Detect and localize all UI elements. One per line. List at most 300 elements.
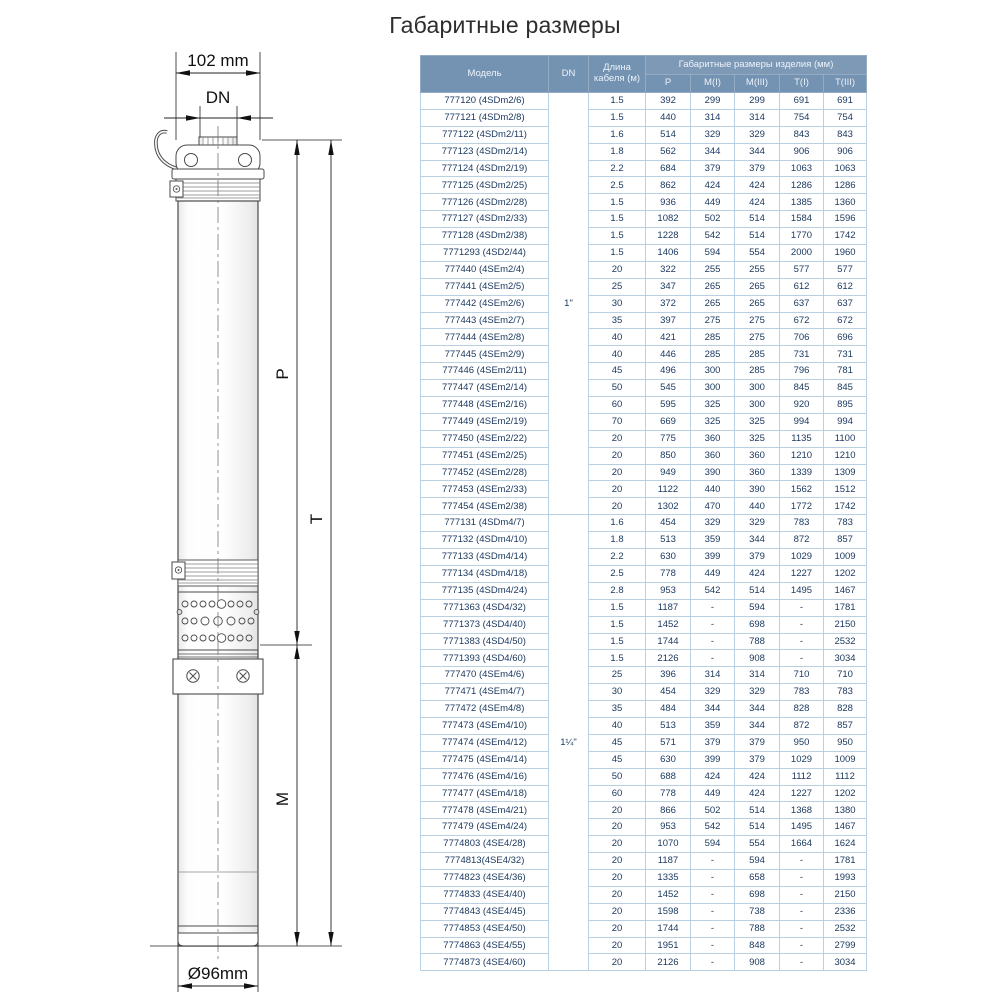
table-row (421, 447, 867, 464)
dim-mi-cell: 470 (691, 498, 735, 515)
dim-mi-cell: - (691, 616, 735, 633)
dim-p-cell: 953 (646, 819, 691, 836)
dim-tiii-cell: 1202 (824, 565, 867, 582)
dim-miii-cell: 325 (735, 430, 780, 447)
dim-mi-cell: 344 (691, 143, 735, 160)
dim-miii-cell: 265 (735, 278, 780, 295)
dim-p-cell: 513 (646, 717, 691, 734)
model-cell: 777123 (4SDm2/14) (421, 143, 549, 160)
dim-tiii-cell: 2150 (824, 616, 867, 633)
model-cell: 777135 (4SDm4/24) (421, 582, 549, 599)
dim-ti-cell: 845 (780, 380, 824, 397)
dim-tiii-cell: 1512 (824, 481, 867, 498)
dim-ti-cell: 1286 (780, 177, 824, 194)
dim-p-cell: 396 (646, 667, 691, 684)
dim-miii-cell: 344 (735, 717, 780, 734)
dim-miii-cell: 554 (735, 245, 780, 262)
table-row (421, 836, 867, 853)
model-cell: 777477 (4SEm4/18) (421, 785, 549, 802)
upper-cable-guard (170, 179, 260, 201)
dim-tiii-cell: 3034 (824, 954, 867, 971)
dim-miii-cell: 360 (735, 464, 780, 481)
table-row (421, 430, 867, 447)
dim-ti-cell: - (780, 886, 824, 903)
dim-mi-cell: 360 (691, 430, 735, 447)
dim-miii-cell: 329 (735, 684, 780, 701)
dim-ti-cell: 691 (780, 93, 824, 110)
dim-tiii-cell: 1360 (824, 194, 867, 211)
cable-length-cell: 1.5 (589, 616, 646, 633)
dim-miii-cell: 285 (735, 346, 780, 363)
dim-ti-cell: 994 (780, 413, 824, 430)
dim-ti-cell: 1210 (780, 447, 824, 464)
model-cell: 7774853 (4SE4/50) (421, 920, 549, 937)
model-cell: 777122 (4SDm2/11) (421, 126, 549, 143)
dim-miii-cell: 514 (735, 211, 780, 228)
table-row (421, 312, 867, 329)
dim-ti-cell: 637 (780, 295, 824, 312)
dim-tiii-cell: 710 (824, 667, 867, 684)
dim-miii-cell: 514 (735, 819, 780, 836)
table-row (421, 869, 867, 886)
dim-mi-cell: - (691, 886, 735, 903)
dim-miii-cell: 788 (735, 633, 780, 650)
dim-tiii-cell: 637 (824, 295, 867, 312)
dim-ti-cell: 1495 (780, 819, 824, 836)
dim-tiii-cell: 1467 (824, 582, 867, 599)
model-cell: 777475 (4SEm4/14) (421, 751, 549, 768)
dim-p-cell: 1406 (646, 245, 691, 262)
dim-p-cell: 372 (646, 295, 691, 312)
cable-length-cell: 20 (589, 903, 646, 920)
table-row (421, 143, 867, 160)
dim-tiii-cell: 754 (824, 109, 867, 126)
dim-p-cell: 775 (646, 430, 691, 447)
pump-technical-drawing (0, 0, 420, 1000)
dim-p-cell: 496 (646, 363, 691, 380)
dim-p-cell: 2126 (646, 954, 691, 971)
cable-length-cell: 20 (589, 430, 646, 447)
dim-mi-cell: 329 (691, 126, 735, 143)
dim-tiii-cell: 1210 (824, 447, 867, 464)
dim-p-cell: 454 (646, 515, 691, 532)
table-row (421, 717, 867, 734)
dim-miii-cell: 514 (735, 802, 780, 819)
dim-tiii-cell: 783 (824, 684, 867, 701)
dim-mi-cell: 329 (691, 515, 735, 532)
dim-p-cell: 1187 (646, 853, 691, 870)
model-cell: 7774803 (4SE4/28) (421, 836, 549, 853)
dim-ti-cell: 706 (780, 329, 824, 346)
dim-miii-cell: 360 (735, 447, 780, 464)
cable-length-cell: 35 (589, 701, 646, 718)
col-header-model: Модель (421, 56, 549, 93)
dim-tiii-cell: 1009 (824, 751, 867, 768)
dim-ti-cell: 1770 (780, 228, 824, 245)
cable-length-cell: 40 (589, 346, 646, 363)
model-cell: 777134 (4SDm4/18) (421, 565, 549, 582)
cable-length-cell: 2.8 (589, 582, 646, 599)
dim-tiii-cell: 2336 (824, 903, 867, 920)
table-row (421, 819, 867, 836)
table-row (421, 751, 867, 768)
table-row (421, 565, 867, 582)
model-cell: 777453 (4SEm2/33) (421, 481, 549, 498)
dim-tiii-cell: 1742 (824, 498, 867, 515)
dim-tiii-cell: 994 (824, 413, 867, 430)
table-row (421, 582, 867, 599)
table-row (421, 177, 867, 194)
dim-tiii-cell: 691 (824, 93, 867, 110)
cable-length-cell: 20 (589, 498, 646, 515)
cable-length-cell: 40 (589, 329, 646, 346)
dim-tiii-cell: 1112 (824, 768, 867, 785)
dim-p-cell: 1744 (646, 633, 691, 650)
dim-ti-cell: - (780, 853, 824, 870)
dim-ti-cell: 1339 (780, 464, 824, 481)
cable-length-cell: 20 (589, 464, 646, 481)
cable-length-cell: 20 (589, 954, 646, 971)
cable-length-cell: 1.5 (589, 194, 646, 211)
table-row (421, 684, 867, 701)
cable-length-cell: 1.5 (589, 93, 646, 110)
dim-ti-cell: 1227 (780, 565, 824, 582)
dim-miii-cell: 514 (735, 582, 780, 599)
table-row (421, 245, 867, 262)
dim-miii-cell: 300 (735, 380, 780, 397)
model-cell: 7771383 (4SD4/50) (421, 633, 549, 650)
table-row (421, 549, 867, 566)
dim-tiii-cell: 577 (824, 261, 867, 278)
dim-p-cell: 778 (646, 785, 691, 802)
table-row (421, 481, 867, 498)
model-cell: 777121 (4SDm2/8) (421, 109, 549, 126)
dim-ti-cell: 1112 (780, 768, 824, 785)
cable-length-cell: 25 (589, 667, 646, 684)
dim-miii-cell: 698 (735, 886, 780, 903)
cable-length-cell: 20 (589, 869, 646, 886)
dim-tiii-cell: 1467 (824, 819, 867, 836)
cable-length-cell: 45 (589, 734, 646, 751)
dim-mi-cell: 449 (691, 194, 735, 211)
dim-mi-cell: - (691, 853, 735, 870)
dim-p-cell: 1228 (646, 228, 691, 245)
dim-mi-cell: 440 (691, 481, 735, 498)
model-cell: 777446 (4SEm2/11) (421, 363, 549, 380)
cable-length-cell: 45 (589, 363, 646, 380)
dim-p-cell: 545 (646, 380, 691, 397)
dim-tiii-cell: 1742 (824, 228, 867, 245)
dim-tiii-cell: 781 (824, 363, 867, 380)
model-cell: 777471 (4SEm4/7) (421, 684, 549, 701)
dim-label-p: P (273, 368, 292, 380)
dim-tiii-cell: 783 (824, 515, 867, 532)
dim-miii-cell: 314 (735, 667, 780, 684)
table-row (421, 532, 867, 549)
dim-ti-cell: 872 (780, 532, 824, 549)
dim-p-cell: 1082 (646, 211, 691, 228)
model-cell: 7774843 (4SE4/45) (421, 903, 549, 920)
dim-label-t: T (307, 513, 326, 525)
model-cell: 777131 (4SDm4/7) (421, 515, 549, 532)
dim-mi-cell: 449 (691, 785, 735, 802)
dim-ti-cell: 906 (780, 143, 824, 160)
page-title: Габаритные размеры (389, 12, 621, 38)
dim-ti-cell: - (780, 869, 824, 886)
dim-tiii-cell: 612 (824, 278, 867, 295)
table-row (421, 903, 867, 920)
dim-ti-cell: - (780, 599, 824, 616)
dim-miii-cell: 554 (735, 836, 780, 853)
dim-mi-cell: 424 (691, 768, 735, 785)
dim-miii-cell: 299 (735, 93, 780, 110)
dim-mi-cell: 285 (691, 329, 735, 346)
dim-p-cell: 949 (646, 464, 691, 481)
model-cell: 777127 (4SDm2/33) (421, 211, 549, 228)
dim-ti-cell: 950 (780, 734, 824, 751)
cable-length-cell: 20 (589, 836, 646, 853)
cable-length-cell: 2.5 (589, 565, 646, 582)
dim-p-cell: 1598 (646, 903, 691, 920)
model-cell: 7774833 (4SE4/40) (421, 886, 549, 903)
dim-miii-cell: 379 (735, 549, 780, 566)
model-cell: 7771293 (4SD2/44) (421, 245, 549, 262)
dim-mi-cell: 542 (691, 582, 735, 599)
model-cell: 777443 (4SEm2/7) (421, 312, 549, 329)
dim-tiii-cell: 906 (824, 143, 867, 160)
model-cell: 7771363 (4SD4/32) (421, 599, 549, 616)
table-row (421, 346, 867, 363)
cable-length-cell: 45 (589, 751, 646, 768)
dim-p-cell: 630 (646, 751, 691, 768)
dim-miii-cell: 424 (735, 768, 780, 785)
dim-p-cell: 1951 (646, 937, 691, 954)
dim-tiii-cell: 1993 (824, 869, 867, 886)
dim-ti-cell: 1029 (780, 549, 824, 566)
dim-ti-cell: 612 (780, 278, 824, 295)
dim-ti-cell: - (780, 616, 824, 633)
model-cell: 777445 (4SEm2/9) (421, 346, 549, 363)
dim-miii-cell: 344 (735, 701, 780, 718)
dim-p-cell: 484 (646, 701, 691, 718)
model-cell: 777444 (4SEm2/8) (421, 329, 549, 346)
dim-p-cell: 862 (646, 177, 691, 194)
dn-cell: 1" (549, 93, 589, 515)
dim-mi-cell: 359 (691, 717, 735, 734)
cable-length-cell: 1.8 (589, 532, 646, 549)
cable-length-cell: 1.5 (589, 650, 646, 667)
dim-p-cell: 1335 (646, 869, 691, 886)
dim-label-dn: DN (205, 88, 231, 107)
table-row (421, 278, 867, 295)
dim-ti-cell: 843 (780, 126, 824, 143)
dim-p-cell: 778 (646, 565, 691, 582)
dim-ti-cell: - (780, 937, 824, 954)
dim-p-cell: 1302 (646, 498, 691, 515)
dim-tiii-cell: 1380 (824, 802, 867, 819)
table-row (421, 734, 867, 751)
table-row (421, 397, 867, 414)
dim-miii-cell: 424 (735, 177, 780, 194)
dim-miii-cell: 908 (735, 954, 780, 971)
cable-length-cell: 1.5 (589, 109, 646, 126)
table-row (421, 93, 867, 110)
dim-p-cell: 347 (646, 278, 691, 295)
model-cell: 777440 (4SEm2/4) (421, 261, 549, 278)
table-row (421, 599, 867, 616)
dimensions-table (420, 55, 867, 971)
table-row (421, 160, 867, 177)
model-cell: 7771373 (4SD4/40) (421, 616, 549, 633)
dim-ti-cell: 1495 (780, 582, 824, 599)
cable-length-cell: 1.5 (589, 245, 646, 262)
dim-ti-cell: 672 (780, 312, 824, 329)
dim-mi-cell: 299 (691, 93, 735, 110)
dim-tiii-cell: 950 (824, 734, 867, 751)
dim-mi-cell: 379 (691, 160, 735, 177)
cable-length-cell: 1.5 (589, 211, 646, 228)
dim-p-cell: 850 (646, 447, 691, 464)
col-header-dim-2: M(III) (735, 75, 780, 93)
model-cell: 777132 (4SDm4/10) (421, 532, 549, 549)
cable-length-cell: 2.2 (589, 549, 646, 566)
model-cell: 777473 (4SEm4/10) (421, 717, 549, 734)
table-row (421, 886, 867, 903)
cable-length-cell: 60 (589, 785, 646, 802)
model-cell: 777479 (4SEm4/24) (421, 819, 549, 836)
dim-miii-cell: 344 (735, 532, 780, 549)
dimensions-table-wrap (420, 55, 867, 971)
dim-ti-cell: 783 (780, 515, 824, 532)
dim-mi-cell: 314 (691, 667, 735, 684)
dim-tiii-cell: 672 (824, 312, 867, 329)
dim-miii-cell: 440 (735, 498, 780, 515)
model-cell: 7774823 (4SE4/36) (421, 869, 549, 886)
dim-mi-cell: 255 (691, 261, 735, 278)
dim-ti-cell: 754 (780, 109, 824, 126)
dim-label-head-width: 102 mm (187, 51, 249, 70)
table-row (421, 954, 867, 971)
dim-miii-cell: 285 (735, 363, 780, 380)
dim-tiii-cell: 2799 (824, 937, 867, 954)
dim-tiii-cell: 845 (824, 380, 867, 397)
dim-ti-cell: - (780, 650, 824, 667)
dim-p-cell: 688 (646, 768, 691, 785)
col-header-overall-dims: Габаритные размеры изделия (мм) (646, 56, 867, 75)
dim-mi-cell: 399 (691, 751, 735, 768)
dim-p-cell: 446 (646, 346, 691, 363)
dim-mi-cell: 449 (691, 565, 735, 582)
dim-p-cell: 322 (646, 261, 691, 278)
dim-ti-cell: 1385 (780, 194, 824, 211)
model-cell: 777124 (4SDm2/19) (421, 160, 549, 177)
dim-ti-cell: 920 (780, 397, 824, 414)
table-row (421, 109, 867, 126)
cable-length-cell: 1.5 (589, 228, 646, 245)
dim-tiii-cell: 1624 (824, 836, 867, 853)
table-row (421, 295, 867, 312)
dim-miii-cell: 379 (735, 160, 780, 177)
dim-mi-cell: 314 (691, 109, 735, 126)
dim-mi-cell: 424 (691, 177, 735, 194)
table-body (421, 93, 867, 971)
dim-miii-cell: 594 (735, 599, 780, 616)
dim-miii-cell: 329 (735, 126, 780, 143)
cable-length-cell: 50 (589, 768, 646, 785)
dim-tiii-cell: 2532 (824, 633, 867, 650)
dim-tiii-cell: 1009 (824, 549, 867, 566)
dim-miii-cell: 255 (735, 261, 780, 278)
dim-miii-cell: 424 (735, 785, 780, 802)
dim-ti-cell: 1029 (780, 751, 824, 768)
dim-mi-cell: 325 (691, 397, 735, 414)
cable-length-cell: 1.5 (589, 633, 646, 650)
dim-tiii-cell: 1960 (824, 245, 867, 262)
cable-length-cell: 50 (589, 380, 646, 397)
cable-length-cell: 25 (589, 278, 646, 295)
dim-miii-cell: 379 (735, 751, 780, 768)
dim-miii-cell: 698 (735, 616, 780, 633)
dim-mi-cell: 542 (691, 819, 735, 836)
cable-length-cell: 2.2 (589, 160, 646, 177)
dim-mi-cell: 359 (691, 532, 735, 549)
dim-p-cell: 2126 (646, 650, 691, 667)
table-row (421, 126, 867, 143)
dim-mi-cell: 390 (691, 464, 735, 481)
dim-miii-cell: 344 (735, 143, 780, 160)
cable-length-cell: 1.8 (589, 143, 646, 160)
col-header-dim-0: P (646, 75, 691, 93)
dim-miii-cell: 300 (735, 397, 780, 414)
dim-ti-cell: 783 (780, 684, 824, 701)
dim-miii-cell: 424 (735, 194, 780, 211)
table-row (421, 380, 867, 397)
dim-ti-cell: - (780, 920, 824, 937)
dim-label-diameter: Ø96mm (187, 964, 249, 983)
dim-mi-cell: 542 (691, 228, 735, 245)
table-row (421, 667, 867, 684)
dim-mi-cell: 379 (691, 734, 735, 751)
dim-ti-cell: 1227 (780, 785, 824, 802)
cable-length-cell: 20 (589, 886, 646, 903)
cable-length-cell: 30 (589, 295, 646, 312)
dim-p-cell: 1452 (646, 616, 691, 633)
col-header-cable-length: Длина кабеля (м) (589, 56, 646, 93)
dim-tiii-cell: 1309 (824, 464, 867, 481)
dim-tiii-cell: 1781 (824, 599, 867, 616)
dim-p-cell: 1070 (646, 836, 691, 853)
dim-miii-cell: 848 (735, 937, 780, 954)
dim-p-cell: 571 (646, 734, 691, 751)
dim-mi-cell: - (691, 920, 735, 937)
table-row (421, 650, 867, 667)
cable-length-cell: 20 (589, 853, 646, 870)
model-cell: 7771393 (4SD4/60) (421, 650, 549, 667)
model-cell: 777441 (4SEm2/5) (421, 278, 549, 295)
model-cell: 777120 (4SDm2/6) (421, 93, 549, 110)
col-header-dim-4: T(III) (824, 75, 867, 93)
cable-length-cell: 1.6 (589, 126, 646, 143)
dim-mi-cell: 265 (691, 295, 735, 312)
dim-tiii-cell: 857 (824, 532, 867, 549)
dim-mi-cell: 300 (691, 363, 735, 380)
cable-length-cell: 20 (589, 819, 646, 836)
dim-ti-cell: 710 (780, 667, 824, 684)
mid-cable-guard (172, 560, 258, 586)
dim-mi-cell: - (691, 954, 735, 971)
dim-ti-cell: 796 (780, 363, 824, 380)
model-cell: 777125 (4SDm2/25) (421, 177, 549, 194)
